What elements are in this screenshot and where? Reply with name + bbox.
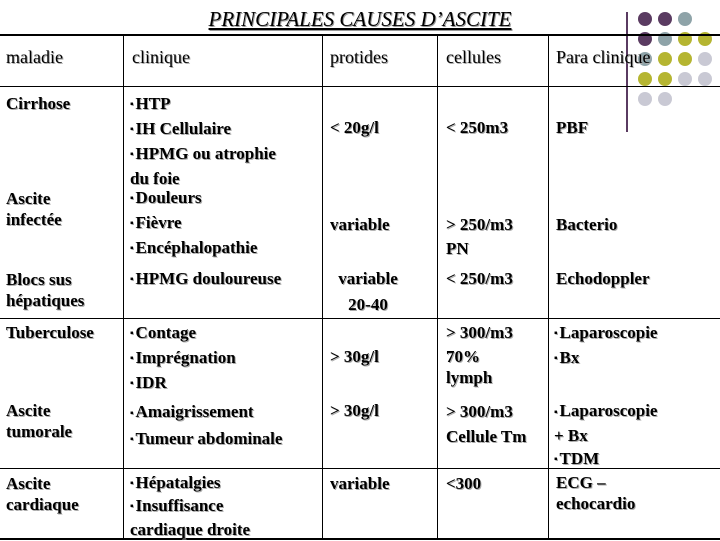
row-tumorale-maladie: Ascite tumorale [6,401,73,441]
row-cirrhose-clinique: ▪ HTP ▪ IH Cellulaire ▪ HPMG ou atrophie du foie [130,92,276,190]
row-infectee-maladie: Ascite infectée [6,189,62,229]
row-blocs-para: Echodoppler [556,269,650,288]
row-cirrhose-protides: < 20g/l [330,118,379,137]
column-divider [437,36,438,538]
header-cellules: cellules [446,47,501,67]
header-para-clinique: Para clinique [556,47,651,67]
row-tuberculose-cellules: > 300/m3 70% lymph [446,323,513,387]
column-divider [548,36,549,538]
row-infectee-clinique: ▪ Douleurs ▪ Fièvre ▪ Encéphalopathie [130,186,257,261]
header-clinique: clinique [132,47,190,67]
column-divider [322,36,323,538]
row-tuberculose-clinique: ▪ Contage ▪ Imprégnation ▪ IDR [130,321,236,396]
row-divider [0,318,720,319]
row-cirrhose-cellules: < 250m3 [446,118,509,137]
row-tuberculose-protides: > 30g/l [330,347,379,366]
row-blocs-clinique: ▪ HPMG douloureuse [130,267,281,292]
row-cardiaque-cellules: <300 [446,474,482,493]
page-title: PRINCIPALES CAUSES D’ASCITE [208,7,512,31]
row-tumorale-cellules: > 300/m3 Cellule Tm [446,402,527,446]
row-cardiaque-clinique: ▪ Hépatalgies ▪ Insuffisance cardiaque droite [130,472,250,541]
row-infectee-protides: variable [330,215,390,234]
header-maladie: maladie [6,47,63,67]
row-infectee-cellules: > 250/m3 PN [446,215,513,258]
row-tuberculose-para: ▪ Laparoscopie ▪ Bx [554,321,657,371]
row-tumorale-para: ▪ Laparoscopie + Bx ▪ TDM [554,399,657,471]
row-cardiaque-maladie: Ascite cardiaque [6,474,79,514]
row-infectee-para: Bacterio [556,215,618,234]
causes-table [0,34,720,540]
row-tumorale-protides: > 30g/l [330,401,379,420]
row-divider [0,86,720,87]
row-cardiaque-protides: variable [330,474,390,493]
column-divider [123,36,124,538]
row-blocs-maladie: Blocs sus hépatiques [6,270,85,310]
row-blocs-cellules: < 250/m3 [446,269,513,288]
header-protides: protides [330,47,388,67]
row-cirrhose-maladie: Cirrhose [6,94,71,113]
row-cirrhose-para: PBF [556,118,589,137]
row-tumorale-clinique: ▪ Amaigrissement ▪ Tumeur abdominale [130,399,282,452]
row-blocs-protides: variable 20-40 [338,269,398,314]
row-tuberculose-maladie: Tuberculose [6,323,94,342]
row-cardiaque-para: ECG – echocardio [556,473,636,513]
